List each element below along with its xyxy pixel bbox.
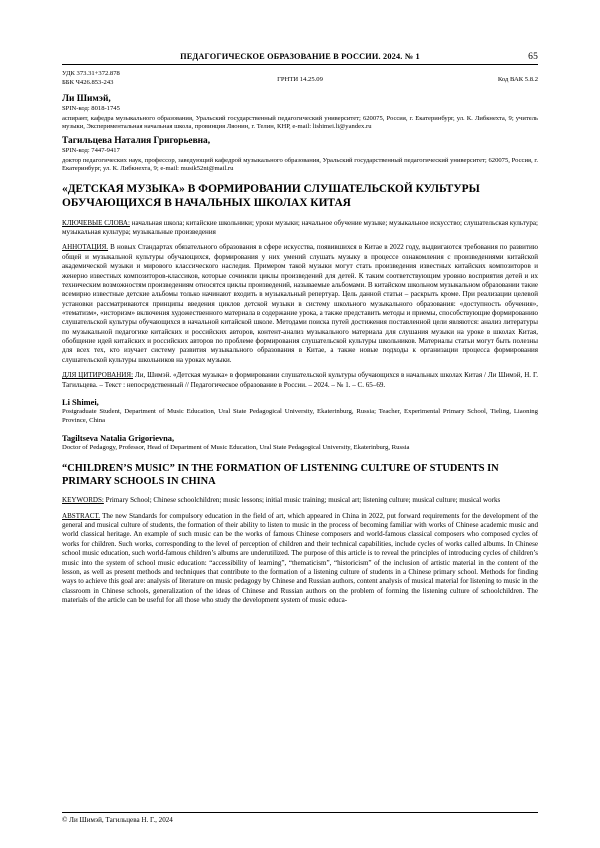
- citation-ru-text: Ли, Шимэй. «Детская музыка» в формировании слушательской культуры обучающихся в начальных школах Китая / Ли Шимэй, Н. Г. Тагильцева. – Текст : непосредственный // Педагогическое образование в России. – 2024. – № 1. – С. 65–69.: [62, 371, 538, 389]
- grnti-code: ГРНТИ 14.25.09: [277, 76, 323, 83]
- article-title-en: “CHILDREN’S MUSIC” IN THE FORMATION OF LISTENING CULTURE OF STUDENTS IN PRIMARY SCHOOLS IN CHINA: [62, 463, 499, 488]
- abstract-ru-label: АННОТАЦИЯ.: [62, 243, 109, 252]
- bbk-code: ББК Ч426.853-243: [62, 78, 114, 86]
- author-affiliation-en: Postgraduate Student, Department of Music Education, Ural State Pedagogical University, Ekaterinburg, Russia; Teacher, Experimental Primary School, Tieling, Liaoning Province, China: [62, 407, 538, 424]
- author-block-en-1: [62, 398, 538, 426]
- page-number: 65: [528, 52, 538, 62]
- keywords-ru-text: начальная школа; китайские школьники; уроки музыки; начальное обучение музыке; музыкальное искусство; слушательская культура; музыкальная культура; музыкальные произведения: [62, 218, 538, 237]
- citation-ru-label: ДЛЯ ЦИТИРОВАНИЯ:: [62, 371, 134, 380]
- running-head: [62, 52, 538, 61]
- author-block-2: [62, 136, 538, 174]
- keywords-en: [62, 496, 538, 505]
- citation-ru: [62, 371, 538, 390]
- author-name-en: Tagiltseva Natalia Grigorievna,: [62, 433, 175, 443]
- udc-code: УДК 373.31+372.878: [62, 70, 120, 77]
- page-content: [62, 52, 538, 611]
- copyright-line: © Ли Шимэй, Тагильцева Н. Г., 2024: [62, 816, 173, 824]
- abstract-en-label: ABSTRACT.: [62, 511, 101, 520]
- author-affiliation-en: Doctor of Pedagogy, Professor, Head of Department of Music Education, Ural State Pedagogical University, Ekaterinburg, Russia: [62, 443, 410, 451]
- udc-bbk-group: [62, 70, 120, 87]
- page-footer: [62, 812, 538, 824]
- article-title-ru: «ДЕТСКАЯ МУЗЫКА» В ФОРМИРОВАНИИ СЛУШАТЕЛЬСКОЙ КУЛЬТУРЫ ОБУЧАЮЩИХСЯ В НАЧАЛЬНЫХ ШКОЛАХ КИТАЯ: [62, 182, 480, 209]
- author-affiliation: аспирант, кафедра музыкального образования, Уральский государственный педагогический университет; 620075, Россия, г. Екатеринбург, ул. К. Либкнехта, 9; учитель музыки, Экспериментальная начальная школа, провинция Ляонин, г. Телин, КНР, e-mail: lishimei.li@yandex.ru: [62, 114, 538, 131]
- author-spin: SPIN-код: 7447-9417: [62, 146, 120, 154]
- keywords-ru: [62, 219, 538, 238]
- author-spin: SPIN-код: 8018-1745: [62, 105, 120, 112]
- header-rule: [62, 64, 538, 65]
- author-name: Тагильцева Наталия Григорьевна,: [62, 135, 211, 146]
- running-head-title: ПЕДАГОГИЧЕСКОЕ ОБРАЗОВАНИЕ В РОССИИ. 2024. № 1: [180, 52, 420, 61]
- abstract-ru: [62, 243, 538, 365]
- footer-rule: [62, 812, 538, 813]
- keywords-en-text: Primary School; Chinese schoolchildren; music lessons; initial music training; musical art; listening culture; musical culture; musical works: [103, 496, 501, 505]
- author-name: Ли Шимэй,: [62, 94, 111, 104]
- author-block-en-2: [62, 434, 538, 453]
- keywords-en-label: KEYWORDS:: [62, 496, 104, 505]
- keywords-ru-label: КЛЮЧЕВЫЕ СЛОВА:: [62, 218, 130, 227]
- classification-codes: [62, 70, 538, 90]
- author-name-en: Li Shimei,: [62, 397, 99, 407]
- abstract-ru-text: В новых Стандартах обязательного образования в сфере искусства, появившихся в Китае в 2022 году, выдвигаются требования по развитию общей и музыкальной культуры обучающихся, формирования у них умений слушать музыку в процессе ознакомления с произведениями китайской академической музыки и мирового классического наследия. Примером такой музыки могут стать произведения известных китайских композиторов и женерно известных композиторов-классиков, которые сочиняли циклы произведений для детей. К таким соответствующим уровню восприятия детей и их техническим возможностям произведениям относятся циклы произведений, называемые альбомами. В китайском школьном музыкальном образовании такие всемирно известные детские альбомы только начинают входить в музыкальный репертуар. Цель данной статьи – раскрыть кроме. При реализации целевой установки рассматриваются принципы введения циклов детской музыки в систему школьного музыкального образования: «доступность обучения», «тематизм», «историзм» включения художественного материала в содержание урока, а также представить методы и приемы, способствующие формированию слушательской культуры обучающихся в начальной китайской школе. Методами поиска путей достижения поставленной цели являются: анализ литературы по музыкальной педагогике китайских и российских авторов, контент-анализ музыкального материала для слушания музыки на уроке в школах Китая, обобщение идей китайских и российских авторов по проблеме формирования слушательской культуры школьников. Материалы статьи могут быть полезны для всех тех, кто изучает систему развития музыкального образования в Китае, а также новые подходы к организации процесса формирования слушательской культуры школьников на уроках музыки.: [62, 243, 538, 364]
- abstract-en: [62, 512, 538, 606]
- author-affiliation: доктор педагогических наук, профессор, заведующий кафедрой музыкального образования, Уральский государственный педагогический университет; 620075, Россия, г. Екатеринбург, ул. К. Либкнехта, 9; e-mail: musik52nt@mail.ru: [62, 156, 538, 173]
- abstract-en-text: The new Standards for compulsory education in the field of art, which appeared in China in 2022, put forward requirements for the development of the general and musical culture of students, the formation of their ability to listen to music in the process of becoming familiar with works of Chinese academic music and world classical heritage. An example of such music can be the works of famous Chinese composers and world-famous classical composers who composed cycles of works for children. Such works, corresponding to the level of perception of children and their technical capabilities, include cycles of works called albums. In Chinese school music education, such world-famous children’s albums are underutilized. The purpose of this article is to reveal the principles of introducing cycles of children’s music into the system of school music education: “accessibility of learning”, “thematicism”, “historicism” of the inclusion of artistic material in the content of the lesson, as well as present methods and techniques that contribute to the formation of a listening culture of students in a Chinese primary school. Methods for finding ways to achieve this goal are: analysis of literature on music pedagogy by Chinese and Russian authors, content analysis of musical material for listening to music in the classroom in Chinese schools, generalization of the ideas of Chinese and Russian authors on the problem of forming the listening culture of schoolchildren. The materials of the article can be useful for all those who study the development system of music educa-: [62, 511, 538, 604]
- author-block-1: [62, 94, 538, 132]
- vak-code: Код ВАК 5.8.2: [497, 76, 538, 83]
